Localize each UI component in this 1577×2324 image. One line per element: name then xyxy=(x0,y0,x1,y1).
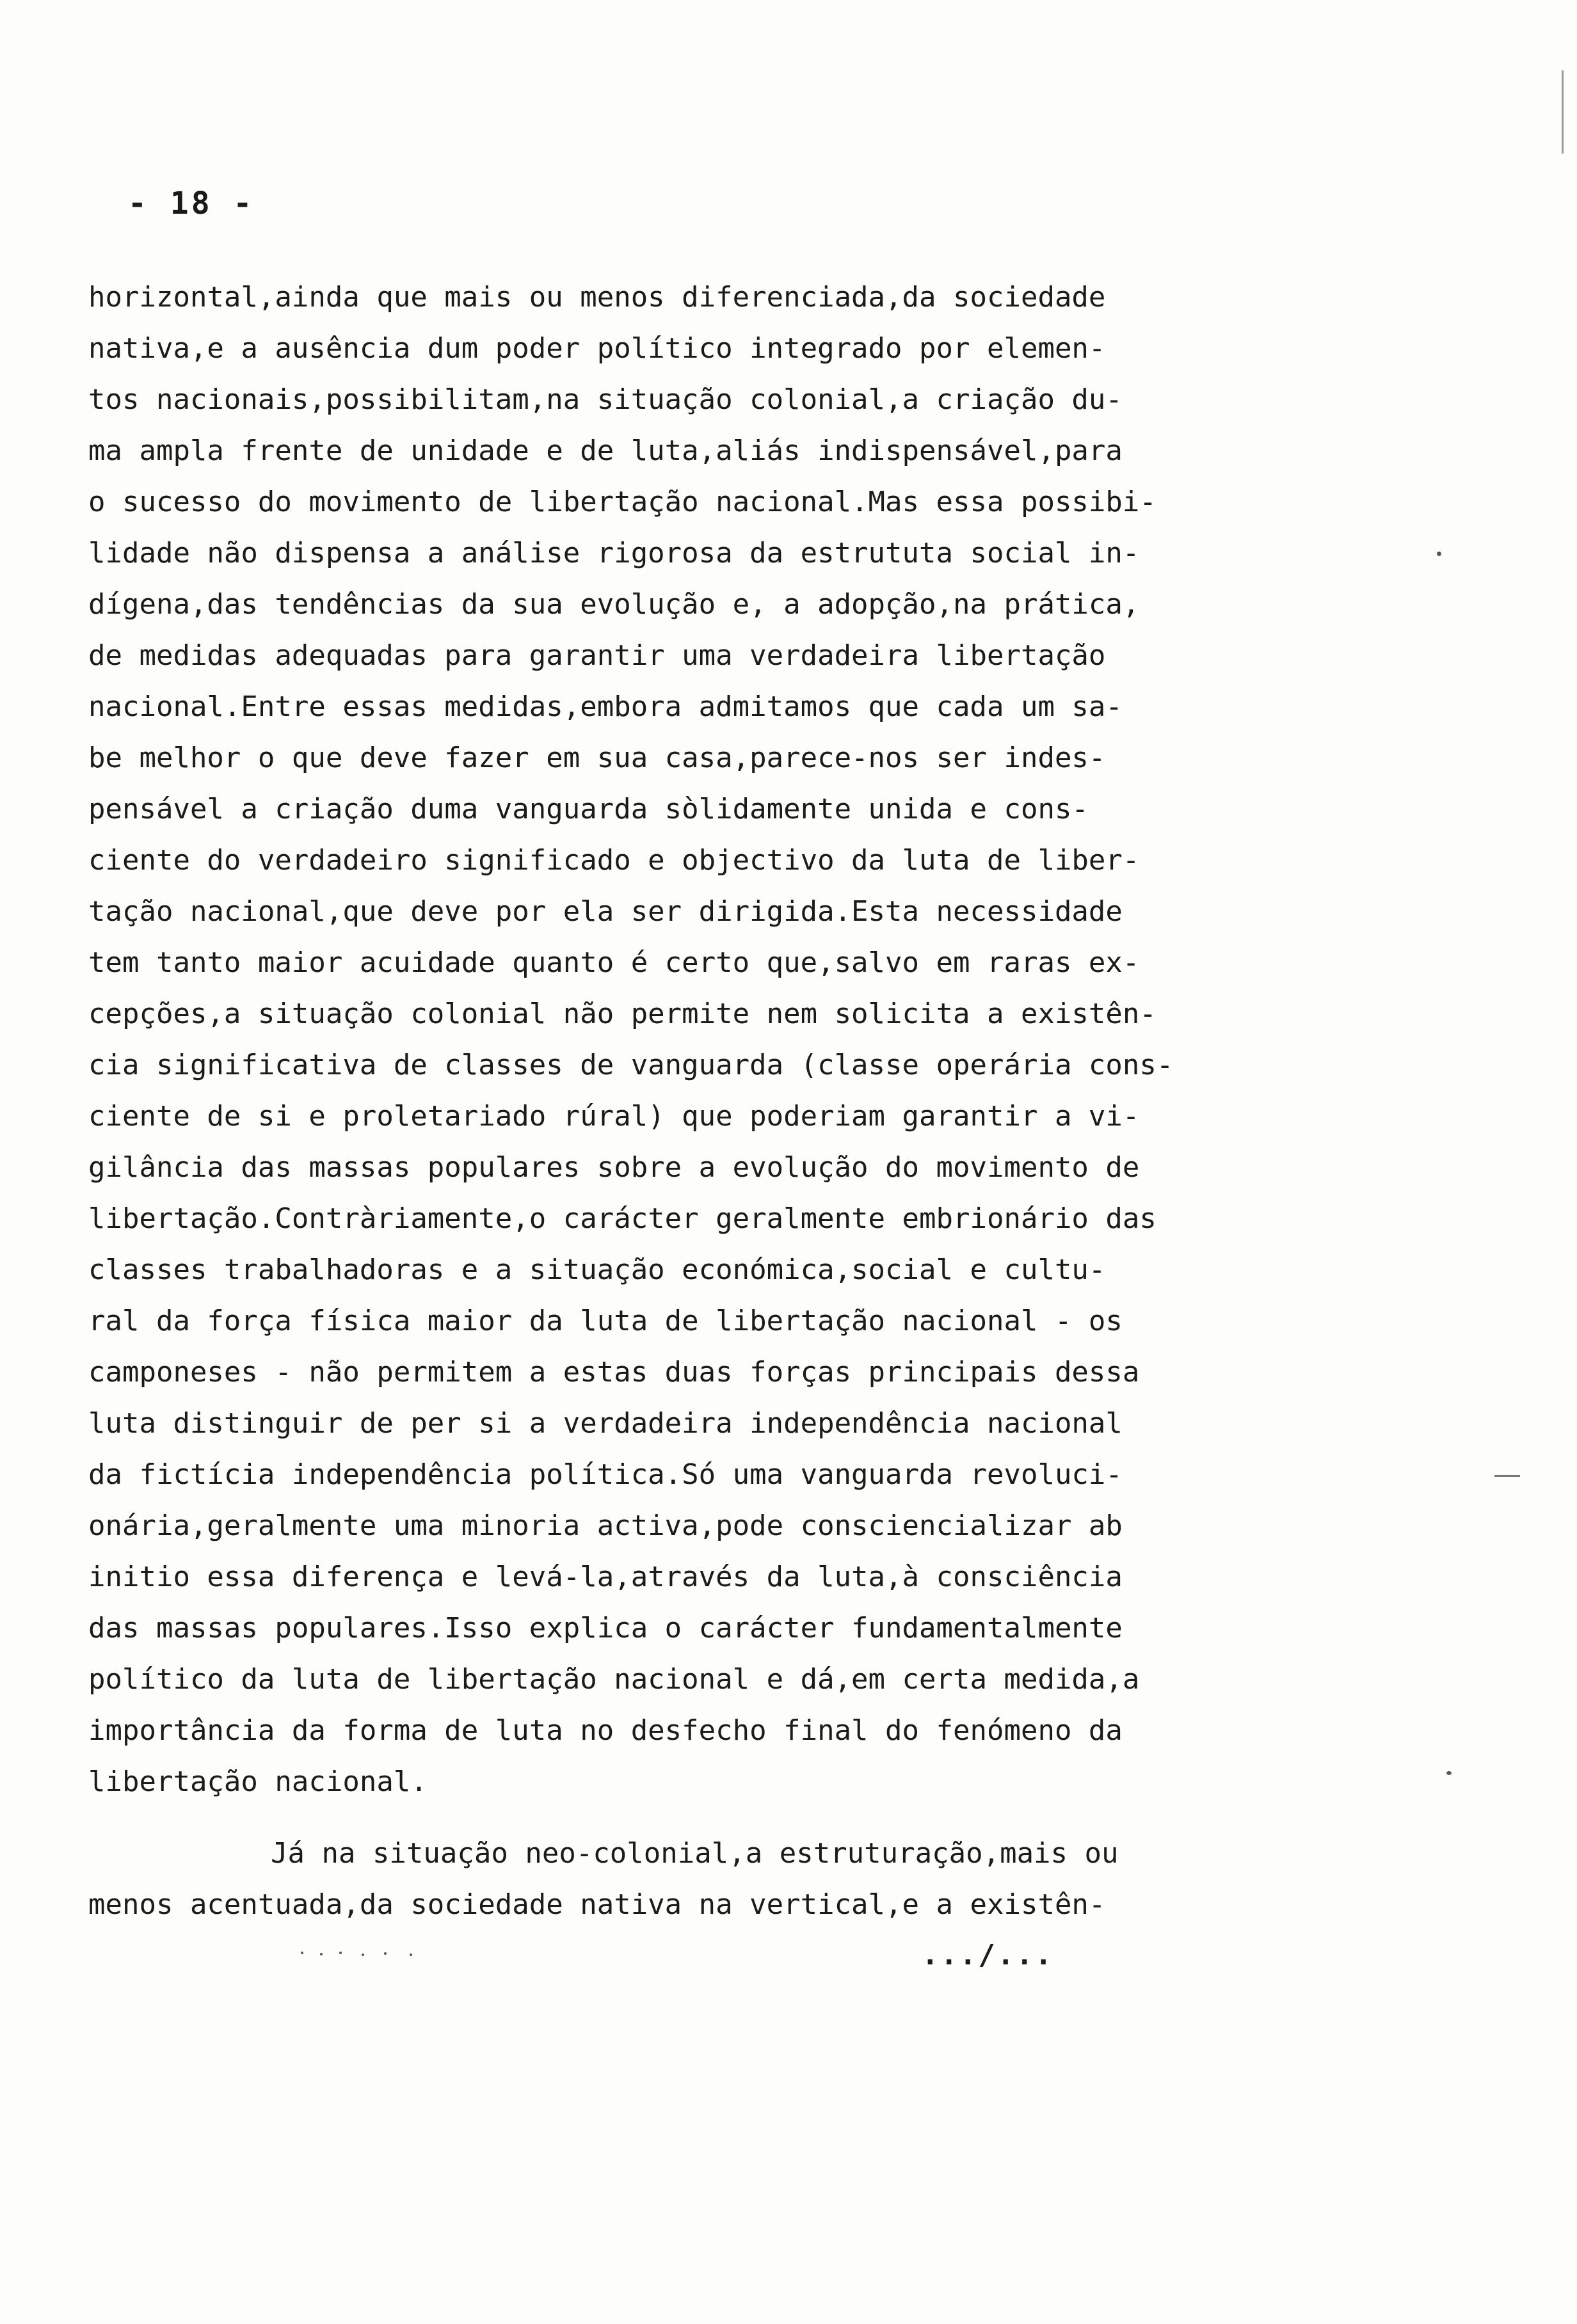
scan-speck xyxy=(384,1952,387,1955)
scan-speck xyxy=(339,1952,342,1954)
paragraph-2 xyxy=(88,1828,1388,1930)
text-line: das massas populares.Isso explica o carácter fundamentalmente xyxy=(88,1612,1123,1644)
text-line: onária,geralmente uma minoria activa,pode consciencializar ab xyxy=(88,1509,1123,1542)
text-line: político da luta de libertação nacional e dá,em certa medida,a xyxy=(88,1663,1140,1696)
scan-speck xyxy=(362,1954,364,1956)
scan-speck xyxy=(301,1952,303,1954)
text-line: ma ampla frente de unidade e de luta,aliás indispensável,para xyxy=(88,434,1123,467)
typed-text-body xyxy=(88,272,1388,1930)
text-line: nativa,e a ausência dum poder político integrado por elemen- xyxy=(88,332,1106,365)
scan-speck xyxy=(1446,1771,1452,1775)
text-line: libertação.Contràriamente,o carácter geralmente embrionário das xyxy=(88,1202,1157,1235)
text-line: pensável a criação duma vanguarda sòlidamente unida e cons- xyxy=(88,793,1089,825)
scan-edge xyxy=(1562,70,1564,154)
text-line: tem tanto maior acuidade quanto é certo que,salvo em raras ex- xyxy=(88,946,1140,979)
text-line: menos acentuada,da sociedade nativa na vertical,e a existên- xyxy=(88,1888,1106,1921)
text-line: lidade não dispensa a análise rigorosa da estrututa social in- xyxy=(88,537,1140,569)
text-line: gilância das massas populares sobre a evolução do movimento de xyxy=(88,1151,1140,1184)
continuation-mark: .../... xyxy=(922,1939,1054,1971)
text-line: luta distinguir de per si a verdadeira independência nacional xyxy=(88,1407,1123,1440)
scan-speck xyxy=(320,1953,323,1955)
text-line: o sucesso do movimento de libertação nacional.Mas essa possibi- xyxy=(88,486,1157,518)
text-line: tação nacional,que deve por ela ser dirigida.Esta necessidade xyxy=(88,895,1123,928)
text-line: de medidas adequadas para garantir uma verdadeira libertação xyxy=(88,639,1106,672)
text-line: ral da força física maior da luta de libertação nacional - os xyxy=(88,1305,1123,1337)
text-line: be melhor o que deve fazer em sua casa,parece-nos ser indes- xyxy=(88,742,1106,774)
text-line: cepções,a situação colonial não permite nem solicita a existên- xyxy=(88,998,1157,1030)
text-line: camponeses - não permitem a estas duas forças principais dessa xyxy=(88,1356,1140,1389)
text-line: dígena,das tendências da sua evolução e, a adopção,na prática, xyxy=(88,588,1140,621)
text-line: importância da forma de luta no desfecho final do fenómeno da xyxy=(88,1714,1123,1747)
text-line: da fictícia independência política.Só uma vanguarda revoluci- xyxy=(88,1458,1123,1491)
text-line: ciente do verdadeiro significado e objectivo da luta de liber- xyxy=(88,844,1140,877)
scan-speck xyxy=(410,1954,412,1956)
text-line: libertação nacional. xyxy=(88,1765,428,1798)
text-line: horizontal,ainda que mais ou menos diferenciada,da sociedade xyxy=(88,281,1106,314)
text-line: classes trabalhadoras e a situação económica,social e cultu- xyxy=(88,1254,1106,1286)
paragraph-spacer xyxy=(88,1808,1388,1828)
text-line: ciente de si e proletariado rúral) que poderiam garantir a vi- xyxy=(88,1100,1140,1133)
scan-mark xyxy=(1494,1475,1520,1477)
text-line: tos nacionais,possibilitam,na situação colonial,a criação du- xyxy=(88,383,1123,416)
text-line: cia significativa de classes de vanguarda (classe operária cons- xyxy=(88,1049,1174,1081)
text-line: initio essa diferença e levá-la,através da luta,à consciência xyxy=(88,1561,1123,1593)
page-number: - 18 - xyxy=(128,186,255,221)
scan-speck xyxy=(1437,552,1441,556)
text-line: nacional.Entre essas medidas,embora admitamos que cada um sa- xyxy=(88,690,1123,723)
paragraph-1 xyxy=(88,272,1388,1808)
text-line: Já na situação neo-colonial,a estruturação,mais ou xyxy=(271,1837,1119,1870)
